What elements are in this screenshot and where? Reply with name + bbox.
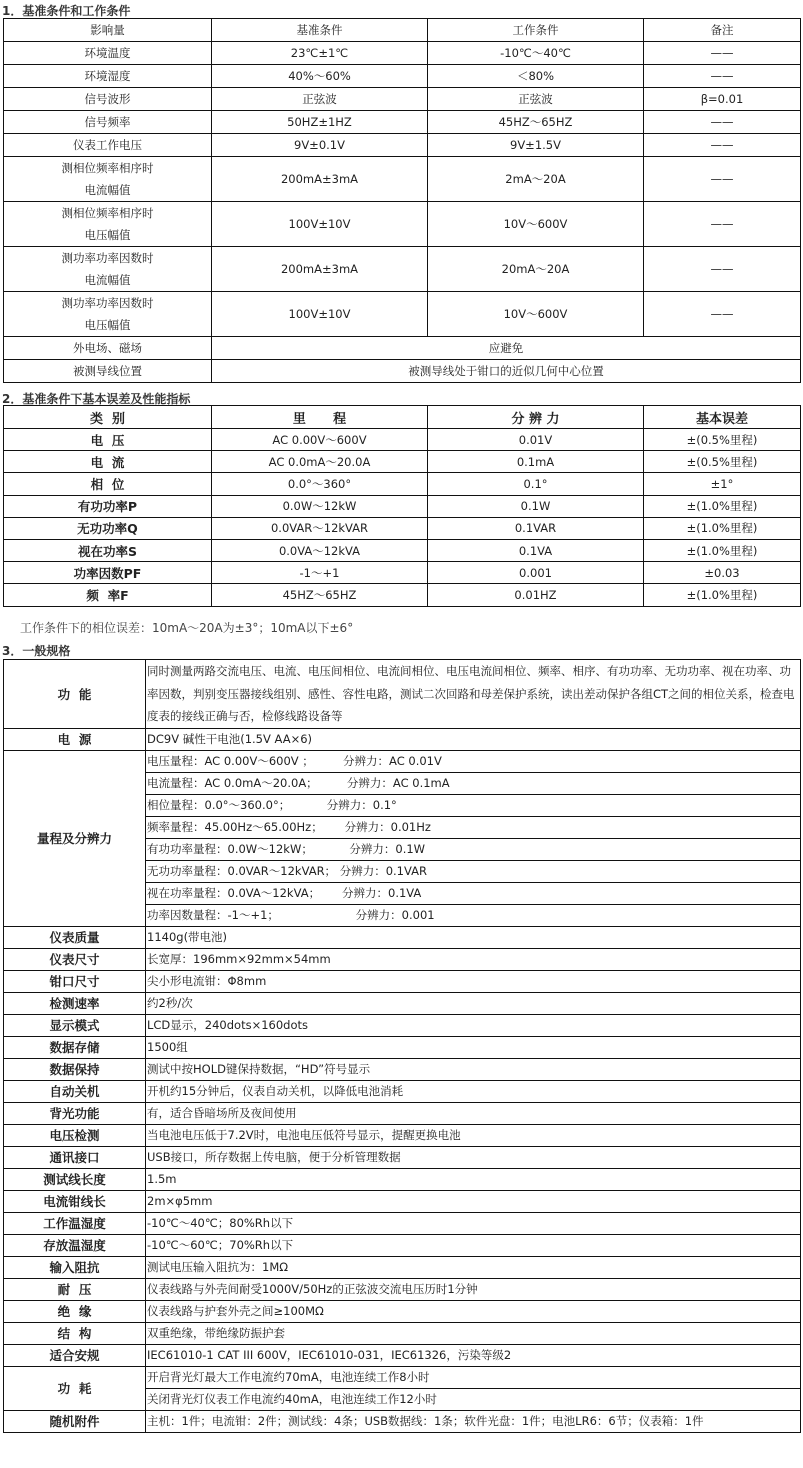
spec-row bbox=[4, 948, 801, 970]
section1-title: 1．基准条件和工作条件 bbox=[2, 4, 131, 18]
spec-value: 长宽厚：196mm×92mm×54mm bbox=[146, 948, 801, 970]
reference-value: 100V±10V bbox=[212, 202, 428, 247]
spec-label: 输入阻抗 bbox=[4, 1256, 146, 1278]
working-value: 2mA～20A bbox=[428, 157, 644, 202]
error-cell: ±(1.0%里程) bbox=[644, 495, 801, 517]
spec-row bbox=[4, 1014, 801, 1036]
spec-row bbox=[4, 728, 801, 750]
spec-value: 仪表线路与外壳间耐受1000V/50Hz的正弦波交流电压历时1分钟 bbox=[146, 1278, 801, 1300]
spec-row bbox=[4, 1036, 801, 1058]
factor-cell: 信号频率 bbox=[4, 111, 212, 134]
category-cell: 相 位 bbox=[4, 473, 212, 495]
table-row bbox=[4, 111, 801, 134]
spec-label: 量程及分辨力 bbox=[4, 750, 146, 926]
reference-value: 9V±0.1V bbox=[212, 134, 428, 157]
spec-label: 绝 缘 bbox=[4, 1300, 146, 1322]
range-cell: AC 0.0mA～20.0A bbox=[212, 451, 428, 473]
spec-label: 钳口尺寸 bbox=[4, 970, 146, 992]
spec-row bbox=[4, 1080, 801, 1102]
spec-value: -10℃～40℃；80%Rh以下 bbox=[146, 1212, 801, 1234]
resolution-cell: 0.1VA bbox=[428, 539, 644, 561]
spec-label: 检测速率 bbox=[4, 992, 146, 1014]
reference-value: 40%～60% bbox=[212, 65, 428, 88]
working-value: 20mA～20A bbox=[428, 247, 644, 292]
working-value: 正弦波 bbox=[428, 88, 644, 111]
working-value: 10V～600V bbox=[428, 292, 644, 337]
working-value: ＜80% bbox=[428, 65, 644, 88]
range-cell: 0.0W～12kW bbox=[212, 495, 428, 517]
spec-value: 测试中按HOLD键保持数据，“HD”符号显示 bbox=[146, 1058, 801, 1080]
table-row bbox=[4, 292, 801, 337]
resolution-cell: 0.1° bbox=[428, 473, 644, 495]
remark: —— bbox=[644, 292, 801, 337]
category-cell: 视在功率S bbox=[4, 539, 212, 561]
spec-value: IEC61010-1 CAT III 600V，IEC61010-031，IEC61326，污染等级2 bbox=[146, 1344, 801, 1366]
spec-label: 耐 压 bbox=[4, 1278, 146, 1300]
table-row bbox=[4, 134, 801, 157]
spec-value: USB接口，所存数据上传电脑，便于分析管理数据 bbox=[146, 1146, 801, 1168]
reference-value: 正弦波 bbox=[212, 88, 428, 111]
factor-cell: 环境温度 bbox=[4, 42, 212, 65]
error-cell: ±1° bbox=[644, 473, 801, 495]
spec-label: 存放温湿度 bbox=[4, 1234, 146, 1256]
range-cell: AC 0.00V～600V bbox=[212, 429, 428, 451]
remark: —— bbox=[644, 111, 801, 134]
spec-label: 背光功能 bbox=[4, 1102, 146, 1124]
table-row bbox=[4, 42, 801, 65]
working-value: 45HZ～65HZ bbox=[428, 111, 644, 134]
category-cell: 有功功率P bbox=[4, 495, 212, 517]
resolution-cell: 0.01HZ bbox=[428, 584, 644, 606]
reference-value: 200mA±3mA bbox=[212, 157, 428, 202]
reference-value: 200mA±3mA bbox=[212, 247, 428, 292]
category-cell: 频 率F bbox=[4, 584, 212, 606]
spec-value: 尖小形电流钳：Φ8mm bbox=[146, 970, 801, 992]
column-header: 影响量 bbox=[4, 19, 212, 42]
section3-title: 3．一般规格 bbox=[2, 644, 71, 658]
spec-label: 通讯接口 bbox=[4, 1146, 146, 1168]
spec-value: LCD显示，240dots×160dots bbox=[146, 1014, 801, 1036]
range-cell: 45HZ～65HZ bbox=[212, 584, 428, 606]
table-row bbox=[4, 88, 801, 111]
spec-label: 电压检测 bbox=[4, 1124, 146, 1146]
column-header: 备注 bbox=[644, 19, 801, 42]
remark: —— bbox=[644, 42, 801, 65]
spec-label: 结 构 bbox=[4, 1322, 146, 1344]
table-row bbox=[4, 517, 801, 539]
spec-row bbox=[4, 1190, 801, 1212]
spec-value: 关闭背光灯仪表工作电流约40mA，电池连续工作12小时 bbox=[146, 1388, 801, 1410]
spec-label: 随机附件 bbox=[4, 1410, 146, 1432]
error-cell: ±(1.0%里程) bbox=[644, 539, 801, 561]
category-cell: 无功功率Q bbox=[4, 517, 212, 539]
spec-label: 自动关机 bbox=[4, 1080, 146, 1102]
range-cell: 0.0VA～12kVA bbox=[212, 539, 428, 561]
spec-row bbox=[4, 1058, 801, 1080]
spec-value: 测试电压输入阻抗为：1MΩ bbox=[146, 1256, 801, 1278]
spec-row bbox=[4, 1102, 801, 1124]
phase-error-note: 工作条件下的相位误差：10mA～20A为±3°；10mA以下±6° bbox=[20, 621, 354, 635]
section2-title: 2．基准条件下基本误差及性能指标 bbox=[2, 392, 191, 406]
remark: —— bbox=[644, 65, 801, 88]
factor-cell: 环境湿度 bbox=[4, 65, 212, 88]
range-cell: 0.0VAR～12kVAR bbox=[212, 517, 428, 539]
spec-row bbox=[4, 1278, 801, 1300]
category-cell: 功率因数PF bbox=[4, 562, 212, 584]
spec-value: 有，适合昏暗场所及夜间使用 bbox=[146, 1102, 801, 1124]
factor-cell: 被测导线位置 bbox=[4, 360, 212, 383]
spec-row bbox=[4, 1366, 801, 1388]
resolution-cell: 0.01V bbox=[428, 429, 644, 451]
factor-cell: 测功率功率因数时 电流幅值 bbox=[4, 247, 212, 292]
spec-row bbox=[4, 750, 801, 772]
error-cell: ±(1.0%里程) bbox=[644, 584, 801, 606]
spec-value: 视在功率量程：0.0VA～12kVA； 分辨力：0.1VA bbox=[146, 882, 801, 904]
spec-value: 2m×φ5mm bbox=[146, 1190, 801, 1212]
spec-value: 仪表线路与护套外壳之间≥100MΩ bbox=[146, 1300, 801, 1322]
table-header-row bbox=[4, 406, 801, 429]
spec-value: -10℃～60℃；70%Rh以下 bbox=[146, 1234, 801, 1256]
spec-value: 同时测量两路交流电压、电流、电压间相位、电流间相位、电压电流间相位、频率、相序、有功功率、无功功率、视在功率、功率因数，判别变压器接线组别、感性、容性电路，测试二次回路和母差保护系统，读出差动保护各组CT之间的相位关系，检查电度表的接线正确与否，检修线路设备等 bbox=[146, 660, 801, 729]
spec-row bbox=[4, 992, 801, 1014]
error-cell: ±(1.0%里程) bbox=[644, 517, 801, 539]
spec-row bbox=[4, 660, 801, 729]
error-cell: ±(0.5%里程) bbox=[644, 451, 801, 473]
spec-label: 仪表尺寸 bbox=[4, 948, 146, 970]
spec-label: 电流钳线长 bbox=[4, 1190, 146, 1212]
category-cell: 电 流 bbox=[4, 451, 212, 473]
range-cell: -1～+1 bbox=[212, 562, 428, 584]
factor-cell: 仪表工作电压 bbox=[4, 134, 212, 157]
error-cell: ±0.03 bbox=[644, 562, 801, 584]
spec-label: 显示模式 bbox=[4, 1014, 146, 1036]
factor-cell: 信号波形 bbox=[4, 88, 212, 111]
spec-row bbox=[4, 1212, 801, 1234]
resolution-cell: 0.1W bbox=[428, 495, 644, 517]
spec-value: 功率因数量程：-1～+1； 分辨力：0.001 bbox=[146, 904, 801, 926]
spec-value: 频率量程：45.00Hz～65.00Hz； 分辨力：0.01Hz bbox=[146, 816, 801, 838]
column-header: 类 别 bbox=[4, 406, 212, 429]
spec-row bbox=[4, 926, 801, 948]
spec-value: 无功功率量程：0.0VAR～12kVAR； 分辨力：0.1VAR bbox=[146, 860, 801, 882]
spec-label: 仪表质量 bbox=[4, 926, 146, 948]
spec-value: 开启背光灯最大工作电流约70mA，电池连续工作8小时 bbox=[146, 1366, 801, 1388]
reference-value: 23℃±1℃ bbox=[212, 42, 428, 65]
table-header-row bbox=[4, 19, 801, 42]
table-row bbox=[4, 562, 801, 584]
spec-label: 电 源 bbox=[4, 728, 146, 750]
table-row bbox=[4, 584, 801, 606]
column-header: 基本误差 bbox=[644, 406, 801, 429]
spec-value: DC9V 碱性干电池(1.5V AA×6) bbox=[146, 728, 801, 750]
spec-value: 电流量程：AC 0.0mA～20.0A； 分辨力：AC 0.1mA bbox=[146, 772, 801, 794]
remark: —— bbox=[644, 202, 801, 247]
spec-value: 1500组 bbox=[146, 1036, 801, 1058]
spec-row bbox=[4, 1410, 801, 1432]
spec-label: 功 耗 bbox=[4, 1366, 146, 1410]
merged-value: 应避免 bbox=[212, 337, 801, 360]
table-row bbox=[4, 157, 801, 202]
table-row bbox=[4, 247, 801, 292]
table-row bbox=[4, 337, 801, 360]
performance-table bbox=[3, 405, 801, 607]
spec-value: 双重绝缘，带绝缘防振护套 bbox=[146, 1322, 801, 1344]
spec-row bbox=[4, 1256, 801, 1278]
column-header: 工作条件 bbox=[428, 19, 644, 42]
table-row bbox=[4, 495, 801, 517]
table-row bbox=[4, 539, 801, 561]
table-row bbox=[4, 473, 801, 495]
working-value: -10℃～40℃ bbox=[428, 42, 644, 65]
spec-row bbox=[4, 1146, 801, 1168]
spec-value: 主机：1件；电流钳：2件；测试线：4条；USB数据线：1条；软件光盘：1件；电池LR6：6节；仪表箱：1件 bbox=[146, 1410, 801, 1432]
spec-row bbox=[4, 1234, 801, 1256]
spec-label: 数据存储 bbox=[4, 1036, 146, 1058]
column-header: 里 程 bbox=[212, 406, 428, 429]
spec-value: 有功功率量程：0.0W～12kW； 分辨力：0.1W bbox=[146, 838, 801, 860]
column-header: 基准条件 bbox=[212, 19, 428, 42]
resolution-cell: 0.001 bbox=[428, 562, 644, 584]
spec-row bbox=[4, 970, 801, 992]
spec-value: 相位量程：0.0°～360.0°； 分辨力：0.1° bbox=[146, 794, 801, 816]
table-row bbox=[4, 65, 801, 88]
remark: —— bbox=[644, 247, 801, 292]
remark: β=0.01 bbox=[644, 88, 801, 111]
spec-label: 数据保持 bbox=[4, 1058, 146, 1080]
resolution-cell: 0.1mA bbox=[428, 451, 644, 473]
spec-value: 1140g(带电池) bbox=[146, 926, 801, 948]
table-row bbox=[4, 360, 801, 383]
spec-row bbox=[4, 1344, 801, 1366]
spec-row bbox=[4, 1124, 801, 1146]
factor-cell: 测相位频率相序时 电压幅值 bbox=[4, 202, 212, 247]
spec-label: 功 能 bbox=[4, 660, 146, 729]
merged-value: 被测导线处于钳口的近似几何中心位置 bbox=[212, 360, 801, 383]
table-row bbox=[4, 429, 801, 451]
factor-cell: 外电场、磁场 bbox=[4, 337, 212, 360]
spec-row bbox=[4, 1322, 801, 1344]
spec-row bbox=[4, 1300, 801, 1322]
working-value: 10V～600V bbox=[428, 202, 644, 247]
remark: —— bbox=[644, 134, 801, 157]
reference-conditions-table bbox=[3, 18, 801, 383]
table-row bbox=[4, 202, 801, 247]
error-cell: ±(0.5%里程) bbox=[644, 429, 801, 451]
table-row bbox=[4, 451, 801, 473]
spec-row bbox=[4, 1168, 801, 1190]
spec-value: 约2秒/次 bbox=[146, 992, 801, 1014]
spec-value: 开机约15分钟后，仪表自动关机，以降低电池消耗 bbox=[146, 1080, 801, 1102]
working-value: 9V±1.5V bbox=[428, 134, 644, 157]
spec-value: 电压量程：AC 0.00V～600V ； 分辨力：AC 0.01V bbox=[146, 750, 801, 772]
general-specs-table bbox=[3, 659, 801, 1433]
spec-value: 1.5m bbox=[146, 1168, 801, 1190]
factor-cell: 测功率功率因数时 电压幅值 bbox=[4, 292, 212, 337]
spec-label: 测试线长度 bbox=[4, 1168, 146, 1190]
spec-label: 适合安规 bbox=[4, 1344, 146, 1366]
column-header: 分 辨 力 bbox=[428, 406, 644, 429]
spec-value: 当电池电压低于7.2V时，电池电压低符号显示，提醒更换电池 bbox=[146, 1124, 801, 1146]
spec-label: 工作温湿度 bbox=[4, 1212, 146, 1234]
reference-value: 50HZ±1HZ bbox=[212, 111, 428, 134]
resolution-cell: 0.1VAR bbox=[428, 517, 644, 539]
reference-value: 100V±10V bbox=[212, 292, 428, 337]
remark: —— bbox=[644, 157, 801, 202]
factor-cell: 测相位频率相序时 电流幅值 bbox=[4, 157, 212, 202]
category-cell: 电 压 bbox=[4, 429, 212, 451]
range-cell: 0.0°～360° bbox=[212, 473, 428, 495]
